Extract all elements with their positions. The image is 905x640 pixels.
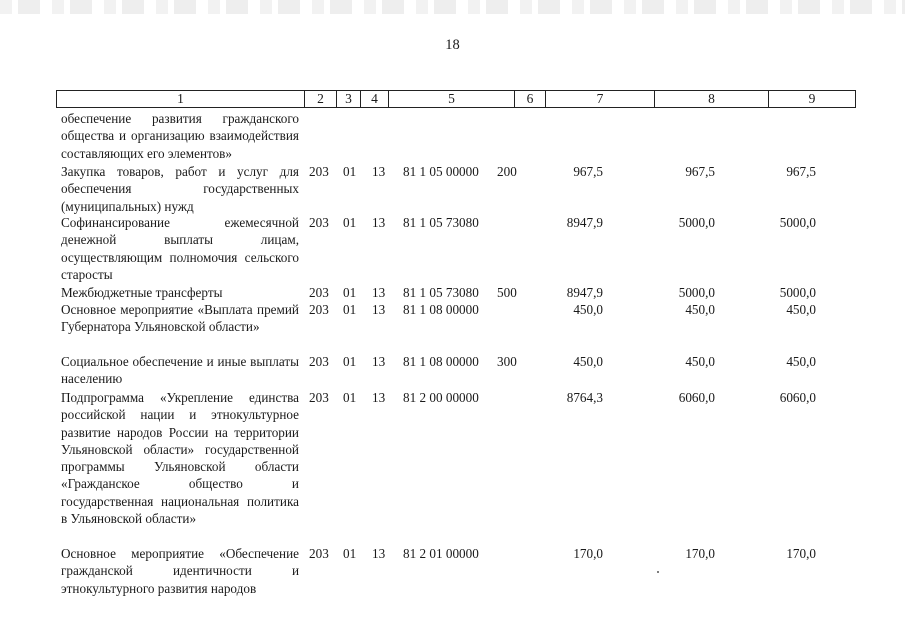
page-number: 18: [445, 37, 460, 53]
cell-col4: 13: [372, 546, 386, 561]
cell-col7: 450,0: [573, 302, 603, 317]
cell-col5: 81 1 08 00000: [403, 354, 479, 369]
column-header-1: 1: [177, 91, 184, 106]
cell-col8: 170,0: [685, 546, 715, 561]
cell-col3: 01: [343, 546, 357, 561]
cell-col4: 13: [372, 215, 386, 230]
cell-col4: 13: [372, 164, 386, 179]
cell-col5: 81 1 05 73080: [403, 285, 479, 300]
cell-col8: 5000,0: [678, 285, 715, 300]
column-header-6: 6: [514, 91, 545, 107]
table-header-row: [56, 90, 856, 108]
cell-col4: 13: [372, 354, 386, 369]
cell-col2: 203: [309, 164, 329, 179]
cell-col2: 203: [309, 354, 329, 369]
column-header-8: 8: [654, 91, 768, 107]
row-name: Закупка товаров, работ и услуг для обеспечения государственных (муниципальных) нужд: [61, 164, 299, 214]
column-header-7: 7: [545, 91, 654, 107]
cell-col9: 5000,0: [779, 215, 816, 230]
column-header-9: 9: [768, 91, 855, 107]
cell-col2: 203: [309, 390, 329, 405]
column-header-5: 5: [388, 91, 514, 107]
cell-col2: 203: [309, 215, 329, 230]
cell-col6: 300: [497, 354, 517, 369]
cell-col3: 01: [343, 215, 357, 230]
row-name: Софинансирование ежемесячной денежной выплаты лицам, осуществляющим полномочия сельского старосты: [61, 215, 299, 282]
row-name: Социальное обеспечение и иные выплаты населению: [61, 354, 299, 387]
cell-col6: 500: [497, 285, 517, 300]
cell-col9: 450,0: [786, 302, 816, 317]
cell-col9: 6060,0: [779, 390, 816, 405]
cell-col3: 01: [343, 302, 357, 317]
cell-col3: 01: [343, 164, 357, 179]
cell-col7: 8947,9: [566, 215, 603, 230]
cell-col8: 450,0: [685, 302, 715, 317]
column-header-2: 2: [304, 91, 336, 107]
scan-speck: [657, 571, 659, 573]
cell-col6: 200: [497, 164, 517, 179]
scan-artifact-strip: [0, 0, 905, 14]
cell-col4: 13: [372, 285, 386, 300]
cell-col7: 450,0: [573, 354, 603, 369]
cell-col5: 81 2 00 00000: [403, 390, 479, 405]
cell-col7: 967,5: [573, 164, 603, 179]
cell-col7: 8764,3: [566, 390, 603, 405]
cell-col9: 170,0: [786, 546, 816, 561]
cell-col9: 967,5: [786, 164, 816, 179]
cell-col3: 01: [343, 390, 357, 405]
cell-col8: 967,5: [685, 164, 715, 179]
cell-col4: 13: [372, 302, 386, 317]
cell-col8: 450,0: [685, 354, 715, 369]
cell-col7: 8947,9: [566, 285, 603, 300]
row-name: Межбюджетные трансферты: [61, 285, 223, 300]
cell-col3: 01: [343, 285, 357, 300]
cell-col9: 450,0: [786, 354, 816, 369]
cell-col2: 203: [309, 546, 329, 561]
row-name: Основное мероприятие «Выплата премий Губернатора Ульяновской области»: [61, 302, 299, 335]
cell-col5: 81 2 01 00000: [403, 546, 479, 561]
cell-col2: 203: [309, 285, 329, 300]
cell-col5: 81 1 05 73080: [403, 215, 479, 230]
cell-col5: 81 1 05 00000: [403, 164, 479, 179]
cell-col3: 01: [343, 354, 357, 369]
cell-col7: 170,0: [573, 546, 603, 561]
cell-col8: 5000,0: [678, 215, 715, 230]
cell-col9: 5000,0: [779, 285, 816, 300]
row-name: обеспечение развития гражданского общества и организацию взаимодействия составляющих его элементов»: [61, 111, 299, 161]
cell-col4: 13: [372, 390, 386, 405]
row-name: Подпрограмма «Укрепление единства российской нации и этнокультурное развитие народов России на территории Ульяновской области» государственной программы Ульяновской области «Гражданское общество и государственная национальная политика в Ульяновской области»: [61, 390, 299, 527]
column-header-4: 4: [360, 91, 388, 107]
cell-col8: 6060,0: [678, 390, 715, 405]
column-header-3: 3: [336, 91, 360, 107]
cell-col5: 81 1 08 00000: [403, 302, 479, 317]
cell-col2: 203: [309, 302, 329, 317]
row-name: Основное мероприятие «Обеспечение гражданской идентичности и этнокультурного развития народов: [61, 546, 299, 596]
